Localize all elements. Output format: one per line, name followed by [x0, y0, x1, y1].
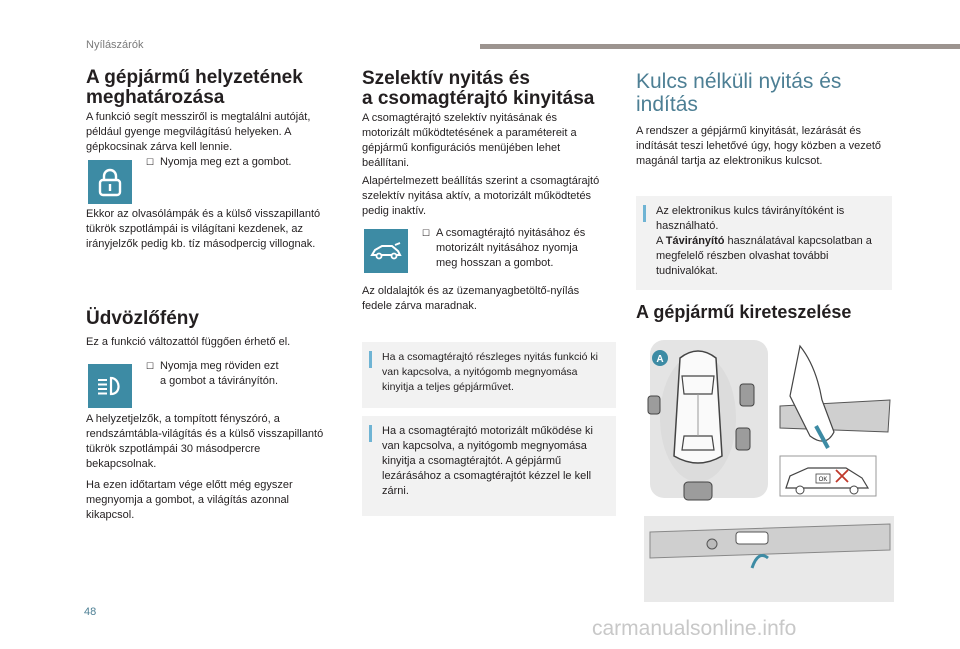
svg-text:A: A: [656, 354, 664, 365]
checkbox-bullet-icon: ☐: [146, 157, 155, 167]
info-icon: [369, 351, 372, 368]
welcome-result: A helyzetjelzők, a tompított fényszóró, a rendszámtábla-világítás és a külső visszapillantó tükrök szpotlámpái 30 másodpercre bekapcsolnak.: [86, 413, 324, 470]
column-1: [86, 68, 326, 108]
bullet-trunk-open: ☐ A csomagtérajtó nyitásához és motorizált nyitásához nyomja meg hosszan a gombot.: [422, 227, 586, 269]
headlight-button-icon: [88, 364, 132, 408]
welcome-cancel: Ha ezen időtartam vége előtt még egyszer megnyomja a gombot, a világítás azonnal kikapcsol.: [86, 479, 293, 521]
lock-icon: [98, 167, 122, 197]
keyless-intro: A rendszer a gépjármű kinyitását, lezárását és indítását teszi lehetővé úgy, hogy közben a vezető magánál tartja az elektronikus kulcsot.: [636, 125, 882, 167]
title-welcome-light: Üdvözlőfény: [86, 308, 199, 329]
info-box-motorized: Ha a csomagtérajtó motorizált működése ki van kapcsolva, a nyitógomb megnyomása kinyitja a csomagtérajtót. A gépjármű lezárásához a csomagtérajtót kézzel le kell zárni.: [362, 416, 616, 516]
page-number: 48: [84, 606, 97, 618]
header-bar: [480, 44, 960, 49]
title-selective-unlocking: Szelektív nyitás és a csomagtérajtó kinyitása: [362, 68, 595, 109]
title-keyless: Kulcs nélküli nyitás és indítás: [636, 70, 842, 116]
trunk-handle-icon: [644, 516, 894, 602]
selective-intro: A csomagtérajtó szelektív nyitásának és motorizált működtetésének a paramétereit a gépjármű konfigurációs menüjében lehet beállítani.: [362, 112, 577, 169]
trunk-button-icon: [364, 229, 408, 273]
bullet-press-remote: ☐ Nyomja meg röviden ezt a gombot a távirányítón.: [146, 360, 279, 387]
checkbox-bullet-icon: ☐: [146, 361, 155, 371]
checkbox-bullet-icon: ☐: [422, 228, 431, 238]
locating-result: Ekkor az olvasólámpák és a külső visszapillantó tükrök szpotlámpái is világítani kezdenek, az irányjelzők pedig kb. tíz másodpercig villognak.: [86, 208, 321, 250]
info-box-partial-unlock: Ha a csomagtérajtó részleges nyitás funkció ki van kapcsolva, a nyitógomb megnyomása kinyitja a teljes gépjárművet.: [362, 342, 616, 408]
door-handle-hand-icon: [780, 346, 890, 448]
section-header: Nyílászárók: [86, 39, 144, 51]
headlight-icon: [96, 375, 124, 397]
info-icon: [643, 205, 646, 222]
title-unlocking: A gépjármű kireteszelése: [636, 302, 852, 322]
watermark: carmanualsonline.info: [592, 617, 797, 640]
selective-result: Az oldalajtók és az üzemanyagbetöltő-nyílás fedele zárva maradnak.: [362, 285, 580, 312]
welcome-intro: Ez a funkció változattól függően érhető el.: [86, 336, 291, 348]
title-vehicle-locating: A gépjármű helyzetének meghatározása: [86, 67, 303, 108]
info-box-remote: Az elektronikus kulcs távirányítóként is használható. A Távirányító használatával kapcsolatban a megfelelő részben olvashat további tudnivalókat.: [636, 196, 892, 290]
locating-intro: A funkció segít messziről is megtalálni autóját, például gyenge megvilágítású helyeken. A gépkocsinak zárva kell lennie.: [86, 111, 311, 153]
keyless-illustration: [640, 336, 900, 606]
svg-text:OK: OK: [818, 477, 828, 483]
selective-default: Alapértelmezett beállítás szerint a csomagtárajtó szelektív nyitása aktív, a motorizált működtetés pedig inaktív.: [362, 175, 600, 217]
bullet-press-button: ☐ Nyomja meg ezt a gombot.: [146, 156, 292, 168]
lock-button-icon: [88, 160, 132, 204]
info-icon: [369, 425, 372, 442]
car-trunk-icon: [370, 242, 402, 260]
